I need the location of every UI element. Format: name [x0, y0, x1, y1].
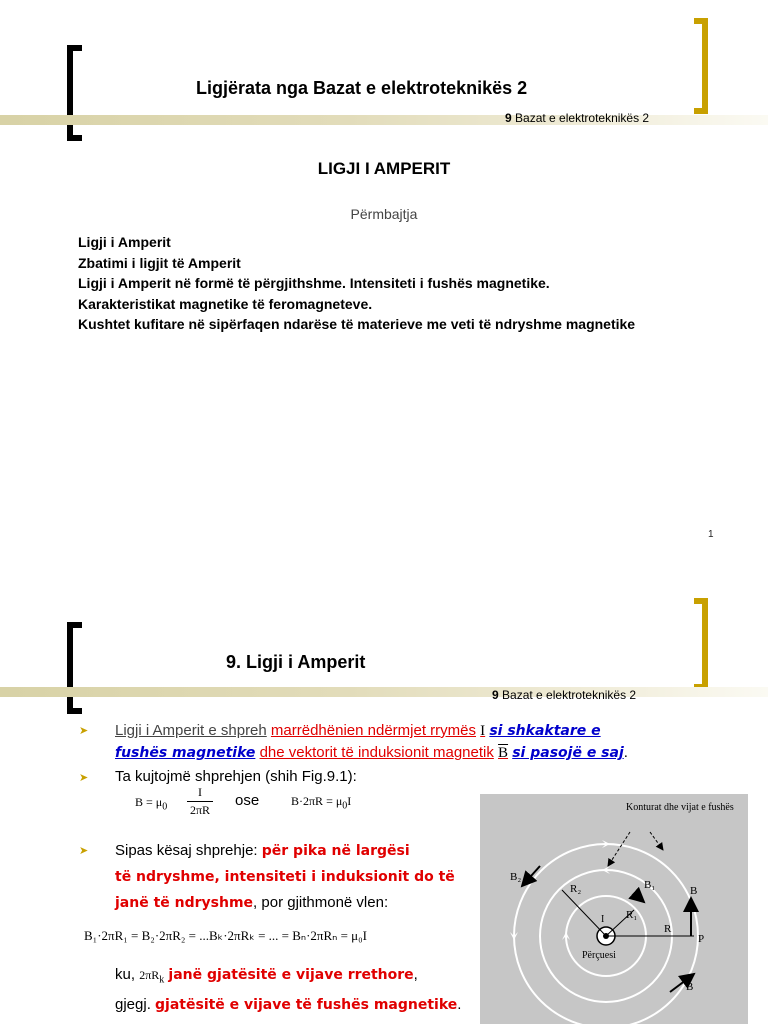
- eq-lhs: [135, 795, 167, 812]
- figure-field-lines: [480, 794, 748, 1024]
- footer-number: 9: [505, 111, 512, 125]
- eq-numerator: I: [198, 785, 202, 799]
- eq-fraction-line: [187, 801, 213, 802]
- field-lines-diagram: [480, 794, 748, 1024]
- text-run: të ndryshme, intensiteti i induksionit do të: [115, 869, 455, 885]
- label-B1: B₁: [644, 879, 656, 891]
- left-bracket-decoration: [67, 622, 82, 714]
- bullet-ampere-law: [115, 720, 675, 764]
- eq-rhs-text: B·2πR = μ: [291, 794, 343, 808]
- slide-footer: [505, 111, 649, 125]
- eq-lhs-sub: 0: [162, 801, 168, 813]
- text-run: janë të ndryshme: [115, 895, 254, 911]
- caption-pointer: [608, 832, 630, 866]
- symbol-B-vector: [498, 745, 508, 761]
- toc-item: Zbatimi i ligjit të Amperit: [78, 254, 241, 271]
- equation-general: B₁·2πR₁ = B₂·2πR₂ = ...Bₖ·2πRₖ = ... = Bₙ·2πRₙ = μ₀I: [84, 928, 367, 943]
- label-R: R: [664, 923, 672, 935]
- bullet-recall: Ta kujtojmë shprehjen (shih Fig.9.1):: [115, 768, 357, 785]
- left-bracket-decoration: [67, 45, 82, 141]
- footer-text: Bazat e elektroteknikës 2: [502, 688, 637, 702]
- explanation-lines: [115, 962, 485, 1018]
- text-run: gjatësitë e vijave të fushës magnetike: [155, 997, 458, 1014]
- text-run: , por gjithmonë vlen:: [253, 894, 389, 911]
- eq-ose: ose: [235, 792, 260, 809]
- text-run: ku,: [115, 966, 136, 983]
- label-R2: R₂: [570, 883, 582, 895]
- text-run: dhe vektorit të induksionit magnetik: [259, 744, 494, 761]
- eq-lhs-text: B = μ: [135, 795, 163, 809]
- bullet-arrow-icon: ➤: [79, 845, 89, 857]
- text-run: .: [457, 996, 462, 1014]
- text-run: fushës magnetike: [115, 745, 256, 761]
- label-P: P: [698, 933, 705, 945]
- label-I: I: [601, 914, 605, 925]
- page-number: 1: [708, 529, 714, 540]
- text-run: janë gjatësitë e vijave rrethore: [168, 967, 414, 983]
- slide-2: [0, 580, 768, 1024]
- bullet-arrow-icon: ➤: [79, 772, 89, 784]
- toc-item: Kushtet kufitare në sipërfaqen ndarëse të materieve me veti të ndryshme magnetike: [78, 316, 636, 332]
- symbol-text: 2πR: [139, 968, 160, 982]
- label-conductor: Përçuesi: [582, 950, 616, 961]
- footer-text: Bazat e elektroteknikës 2: [515, 111, 650, 125]
- figure-caption: Konturat dhe vijat e fushës: [626, 802, 734, 813]
- contents-subheading: Përmbajtja: [350, 206, 418, 222]
- text-run: si pasojë e saj: [512, 745, 624, 761]
- toc-item: Karakteristikat magnetike të feromagneteve.: [78, 295, 373, 312]
- text-run: Sipas kësaj shprehje:: [115, 842, 258, 859]
- right-bracket-decoration: [694, 18, 708, 114]
- title-rule-bar: [0, 115, 768, 125]
- symbol-I: I: [480, 723, 486, 739]
- slide-footer: [492, 688, 636, 702]
- eq-rhs-sub: 0: [342, 800, 348, 812]
- eq-rhs-end: I: [347, 794, 352, 808]
- eq-denominator: 2πR: [189, 803, 211, 817]
- text-run: gjegj.: [115, 996, 151, 1014]
- caption-pointer: [650, 832, 663, 850]
- slide-title: 9. Ligji i Amperit: [226, 652, 366, 672]
- text-run: për pika në largësi: [261, 843, 410, 859]
- label-B2: B₂: [510, 871, 522, 883]
- symbol-B-text: B: [498, 745, 509, 761]
- symbol-2piRk: [139, 968, 165, 986]
- footer-number: 9: [492, 688, 499, 702]
- right-bracket-decoration: [694, 598, 708, 690]
- text-run: Ligji i Amperit e shpreh: [115, 722, 267, 739]
- toc-item: Ligji i Amperit: [78, 234, 171, 250]
- slide-title: Ligjërata nga Bazat e elektroteknikës 2: [196, 78, 528, 98]
- label-B-bottom: B: [686, 981, 694, 993]
- toc-item: Ligji i Amperit në formë të përgjithshme. Intensiteti i fushës magnetike.: [78, 275, 550, 291]
- title-rule-bar: [0, 687, 768, 697]
- symbol-sub: k: [159, 974, 165, 986]
- table-of-contents: [78, 232, 698, 335]
- eq-rhs: [291, 794, 351, 811]
- text-run: marrëdhënien ndërmjet rrymës: [270, 722, 476, 739]
- vector-B1-arrow: [635, 894, 644, 902]
- section-heading: LIGJI I AMPERIT: [317, 159, 451, 178]
- text-run: si shkaktare e: [489, 723, 601, 739]
- bullet-explanation: [115, 838, 475, 916]
- bullet-arrow-icon: ➤: [79, 725, 89, 737]
- text-run: ,: [413, 966, 418, 983]
- label-B: B: [690, 885, 698, 897]
- label-R1: R₁: [626, 909, 638, 921]
- text-run: .: [623, 744, 628, 761]
